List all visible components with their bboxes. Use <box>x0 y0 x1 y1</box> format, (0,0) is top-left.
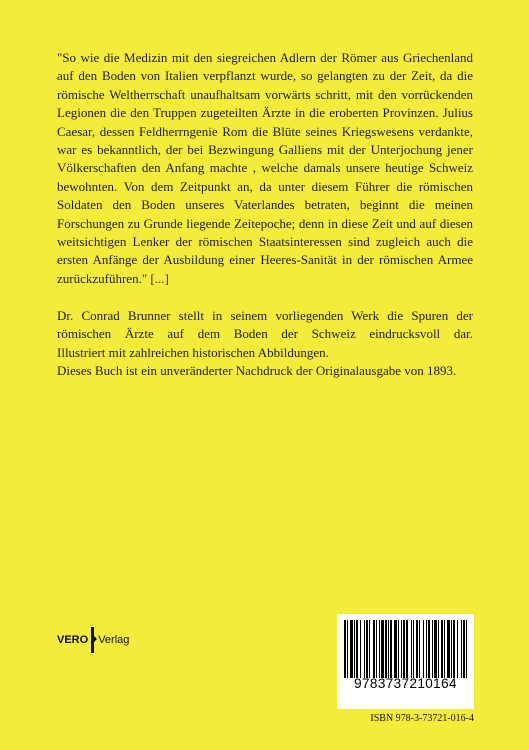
isbn-barcode <box>337 614 474 709</box>
description-reprint-line: Dieses Buch ist ein unveränderter Nachdruck der Originalausgabe von 1893. <box>57 363 457 379</box>
publisher-logo <box>57 627 129 653</box>
barcode-bars <box>344 620 467 678</box>
publisher-label: Verlag <box>98 634 130 646</box>
back-cover-quote: "So wie die Medizin mit den siegreichen Adlern der Römer aus Griechenland auf den Boden von Italien verpflanzt wurde, so gelangten zu der Zeit, da die römische Weltherrschaft unaufhaltsam vorwärts schritt, mit den vorrückenden Legionen die den Truppen zugeteilten Ärzte in die eroberten Provinzen. Julius Caesar, dessen Feldherrngenie Rom die Blüte seines Kriegswesens verdankte, war es bekanntlich, der bei Bezwingung Galliens mit der Unterjochung jener Völkerschaften den Anfang machte , welche damals unsere heutige Schweiz bewohnten. Von dem Zeitpunkt an, da unter diesem Führer die römischen Soldaten den Boden unseres Vaterlandes betraten, beginnt die meinen Forschungen zu Grunde liegende Zeitepoche; denn in diese Zeit und auf diesen weitsichtigen Lenker der römischen Staatsinteressen sind zugleich auch die ersten Anfänge der Ausbildung einer Heeres-Sanität in der römischen Armee zurückzuführen." [...] <box>57 50 473 286</box>
publisher-brand: VERO <box>57 634 89 646</box>
description-illustrations-line: Illustriert mit zahlreichen historischen Abbildungen. <box>57 344 329 360</box>
book-description <box>57 307 473 381</box>
isbn-text: ISBN 978-3-73721-016-4 <box>370 713 474 724</box>
barcode-number: 9783737210164 <box>354 676 457 691</box>
description-author-line: Dr. Conrad Brunner stellt in seinem vorliegenden Werk die Spuren der römischen Ärzte auf dem Boden der Schweiz eindrucksvoll dar. <box>57 308 473 342</box>
publisher-mark-icon <box>89 627 97 653</box>
